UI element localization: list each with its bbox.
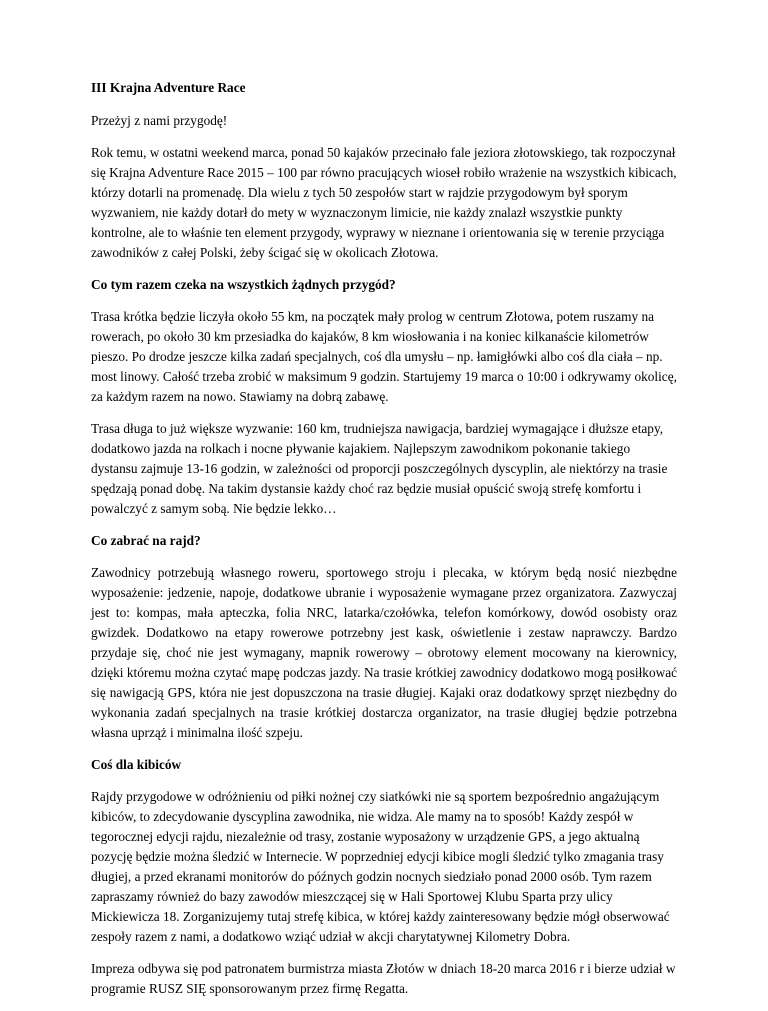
intro-line: Przeżyj z nami przygodę! [91,113,228,128]
paragraph-closing: Impreza odbywa się pod patronatem burmistrza miasta Złotów w dniach 18-20 marca 2016 r i bierze udział w programie RUSZ SIĘ sponsorowanym przez firmę Regatta. [91,961,676,996]
section-heading-what-to-bring: Co zabrać na rajd? [91,533,201,548]
paragraph-short-route: Trasa krótka będzie liczyła około 55 km, na początek mały prolog w centrum Złotowa, potem ruszamy na rowerach, po około 30 km przesiadka do kajaków, 8 km wiosłowania i na koniec kilkanaście kilometrów pieszo. Po drodze jeszcze kilka zadań specjalnych, coś dla umysłu – np. łamigłówki albo coś dla ciała – np. most linowy. Całość trzeba zrobić w maksimum 9 godzin. Startujemy 19 marca o 10:00 i odkrywamy okolicę, za każdym razem na nowo. Stawiamy na dobrą zabawę. [91,309,677,404]
document-title: III Krajna Adventure Race [91,80,246,95]
section-heading-what-awaits: Co tym razem czeka na wszystkich żądnych przygód? [91,277,396,292]
document-page [91,78,677,1011]
section-heading-for-fans: Coś dla kibiców [91,757,182,772]
paragraph-fans: Rajdy przygodowe w odróżnieniu od piłki nożnej czy siatkówki nie są sportem bezpośrednio angażującym kibiców, to zdecydowanie dyscyplina zawodnika, nie widza. Ale mamy na to sposób! Każdy zespół w tegorocznej edycji rajdu, niezależnie od trasy, zostanie wyposażony w urządzenie GPS, a jego aktualną pozycję będzie można śledzić w Internecie. W poprzedniej edycji kibice mogli śledzić tylko zmagania trasy długiej, a przed ekranami monitorów do późnych godzin nocnych siedziało ponad 2000 osób. Tym razem zapraszamy również do bazy zawodów mieszczącej się w Hali Sportowej Klubu Sparta przy ulicy Mickiewicza 18. Zorganizujemy tutaj strefę kibica, w której każdy zainteresowany będzie mógł obserwować zespoły razem z nami, a dodatkowo wziąć udział w akcji charytatywnej Kilometry Dobra. [91,789,670,944]
paragraph-long-route: Trasa długa to już większe wyzwanie: 160 km, trudniejsza nawigacja, bardziej wymagające i dłuższe etapy, dodatkowo jazda na rolkach i nocne pływanie kajakiem. Najlepszym zawodnikom pokonanie takiego dystansu zajmuje 13-16 godzin, w zależności od proporcji poszczególnych dyscyplin, ale niektórzy na trasie spędzają ponad dobę. Na takim dystansie każdy choć raz będzie musiał opuścić swoją strefę komfortu i powalczyć z samym sobą. Nie będzie lekko… [91,421,668,516]
paragraph-last-year: Rok temu, w ostatni weekend marca, ponad 50 kajaków przecinało fale jeziora złotowskiego, tak rozpoczynał się Krajna Adventure Race 2015 – 100 par równo pracujących wioseł robiło wrażenie na wszystkich kibicach, którzy dotarli na promenadę. Dla wielu z tych 50 zespołów start w rajdzie przygodowym był sporym wyzwaniem, nie każdy dotarł do mety w wyznaczonym limicie, nie każdy znalazł wszystkie punkty kontrolne, ale to właśnie ten element przygody, wyprawy w nieznane i orientowania się w terenie przyciąga zawodników z całej Polski, żeby ścigać się w okolicach Złotowa. [91,145,677,260]
paragraph-equipment: Zawodnicy potrzebują własnego roweru, sportowego stroju i plecaka, w którym będą nosić niezbędne wyposażenie: jedzenie, napoje, dodatkowe ubranie i wyposażenie wymagane przez organizatora. Zazwyczaj jest to: kompas, mała apteczka, folia NRC, latarka/czołówka, telefon komórkowy, dowód osobisty oraz gwizdek. Dodatkowo na etapy rowerowe potrzebny jest kask, oświetlenie i zestaw naprawczy. Bardzo przydaje się, choć nie jest wymagany, mapnik rowerowy – obrotowy element mocowany na kierownicy, dzięki któremu można czytać mapę podczas jazdy. Na trasie krótkiej zawodnicy dodatkowo mogą posiłkować się nawigacją GPS, która nie jest dopuszczona na trasie długiej. Kajaki oraz dodatkowy sprzęt niezbędny do wykonania zadań specjalnych na trasie krótkiej dostarcza organizator, na trasie długiej będzie potrzebna własna uprząż i minimalna ilość szpeju. [91,565,677,740]
